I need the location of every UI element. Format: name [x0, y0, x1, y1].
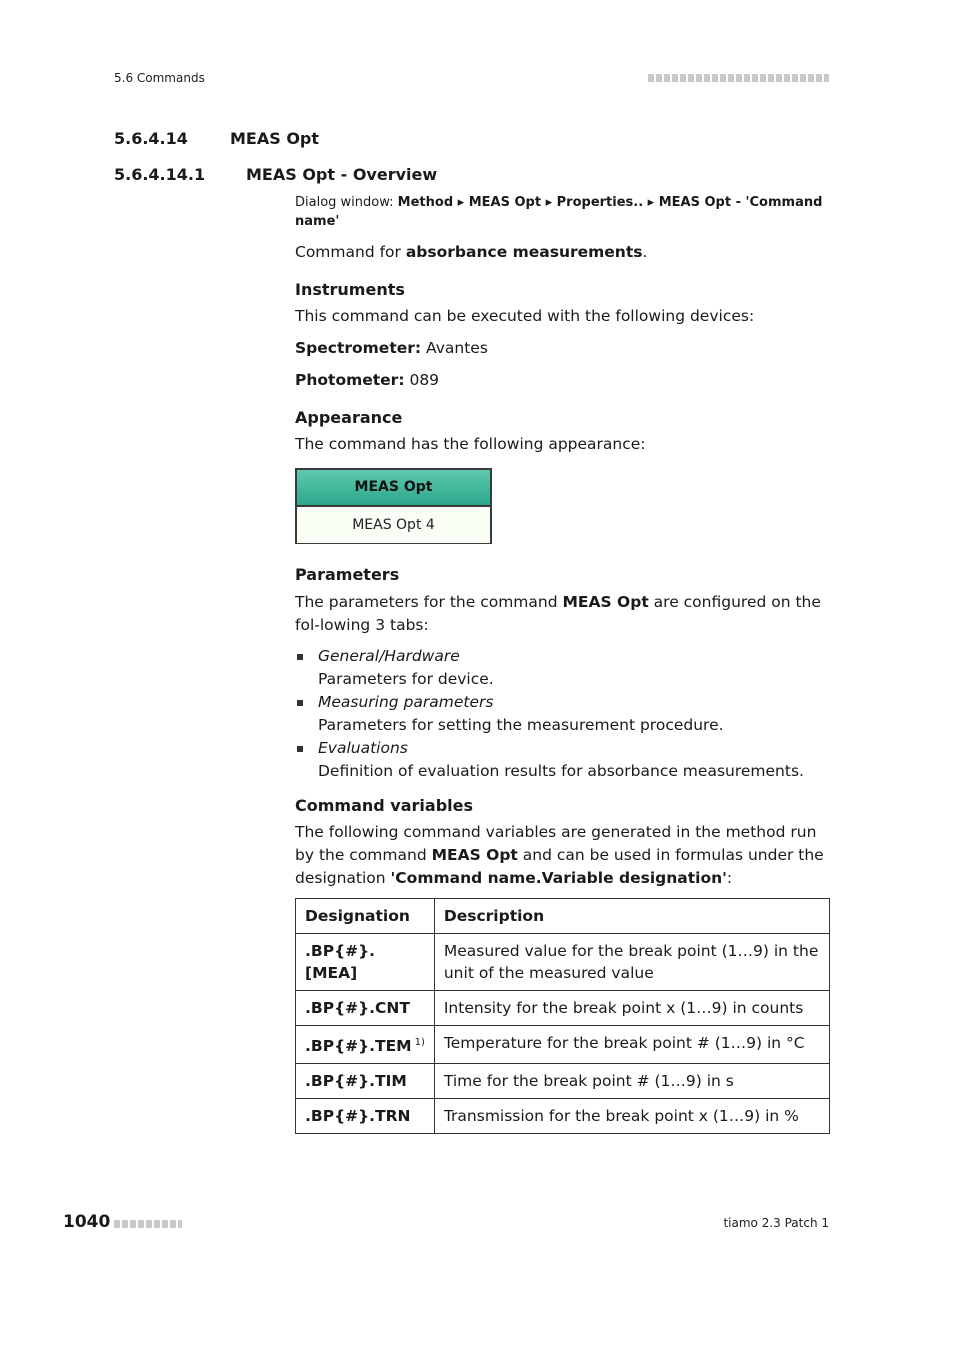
appearance-heading: Appearance	[295, 408, 403, 427]
table-row: .BP{#}.TRN Transmission for the break point x (1…9) in %	[296, 1099, 830, 1134]
spectrometer-line: Spectrometer: Avantes	[295, 339, 488, 357]
tab-list	[295, 645, 829, 783]
section-number: 5.6.4.14	[114, 129, 188, 148]
command-box-name: MEAS Opt 4	[297, 507, 490, 543]
dialog-path: Dialog window: Method ▸ MEAS Opt ▸ Properties.. ▸ MEAS Opt - 'Command name'	[295, 195, 823, 229]
table-row: .BP{#}.CNT Intensity for the break point x (1…9) in counts	[296, 991, 830, 1026]
section-heading	[114, 129, 319, 148]
column-header-designation: Designation	[296, 899, 435, 934]
parameters-heading: Parameters	[295, 565, 400, 584]
subsection-number: 5.6.4.14.1	[114, 165, 206, 184]
variables-heading: Command variables	[295, 796, 473, 815]
variables-table	[295, 898, 830, 1134]
intro-text: Command for absorbance measurements.	[295, 243, 648, 261]
table-row: .BP{#}.[MEA] Measured value for the break point (1…9) in the unit of the measured value	[296, 934, 830, 991]
photometer-line: Photometer: 089	[295, 371, 440, 389]
parameters-text: The parameters for the command MEAS Opt are configured on the fol-lowing 3 tabs:	[295, 593, 821, 634]
running-header: 5.6 Commands	[114, 71, 205, 85]
command-box-title: MEAS Opt	[297, 470, 490, 507]
section-title: MEAS Opt	[230, 129, 320, 148]
subsection-title: MEAS Opt - Overview	[246, 165, 438, 184]
instruments-heading: Instruments	[295, 280, 405, 299]
page-number: 1040	[63, 1212, 111, 1232]
variables-text: The following command variables are generated in the method run by the command MEAS Opt and can be used in formulas under the designation 'Command name.Variable designation':	[295, 823, 824, 887]
header-decoration	[648, 74, 829, 82]
table-row: .BP{#}.TIM Time for the break point # (1…9) in s	[296, 1064, 830, 1099]
list-item: Measuring parameters Parameters for setting the measurement procedure.	[295, 691, 829, 737]
footer-decoration	[114, 1220, 182, 1228]
footnote-marker: 1)	[414, 1037, 425, 1048]
table-header-row	[296, 899, 830, 934]
list-item: General/Hardware Parameters for device.	[295, 645, 829, 691]
subsection-heading	[114, 165, 437, 184]
command-appearance-box	[295, 468, 492, 544]
column-header-description: Description	[434, 899, 829, 934]
appearance-text: The command has the following appearance:	[295, 435, 646, 453]
product-name: tiamo 2.3 Patch 1	[723, 1216, 829, 1230]
table-row: .BP{#}.TEM $^{1)}$ Temperature for the break point # (1…9) in °C	[296, 1026, 830, 1064]
list-item: Evaluations Definition of evaluation results for absorbance measurements.	[295, 737, 829, 783]
instruments-text: This command can be executed with the following devices:	[295, 307, 755, 325]
